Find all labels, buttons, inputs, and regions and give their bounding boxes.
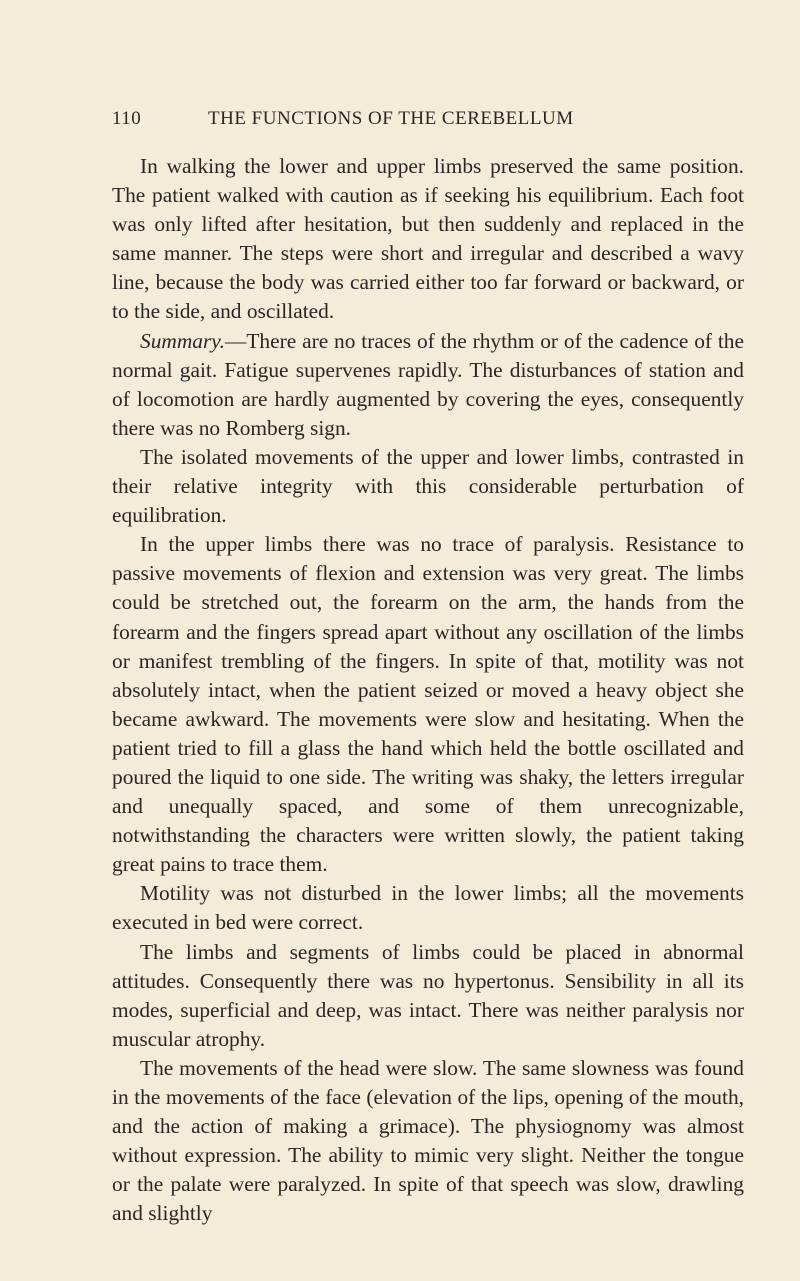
paragraph-7 bbox=[112, 1054, 744, 1229]
paragraph-5 bbox=[112, 879, 744, 937]
summary-lead: Summary. bbox=[140, 328, 225, 353]
paragraph-text: In the upper limbs there was no trace of paralysis. Resistance to passive movements of flexion and extension was very great. The limbs could be stretched out, the forearm on the arm, the hands from the forearm and the fingers spread apart without any oscillation of the limbs or manifest trembling of the fingers. In spite of that, motility was not absolutely intact, when the patient seized or moved a heavy object she became awkward. The movements were slow and hesitating. When the patient tried to fill a glass the hand which held the bottle oscillated and poured the liquid to one side. The writing was shaky, the letters irregular and unequally spaced, and some of them unrecognizable, notwithstanding the characters were written slowly, the patient taking great pains to trace them. bbox=[112, 532, 744, 877]
paragraph-text: The limbs and segments of limbs could be placed in abnormal attitudes. Consequently there was no hypertonus. Sensibility in all its modes, superficial and deep, was intact. There was neither paralysis nor muscular atrophy. bbox=[112, 939, 744, 1051]
paragraph-4 bbox=[112, 530, 744, 879]
paragraph-text: The isolated movements of the upper and lower limbs, contrasted in their relative integrity with this considerable perturbation of equilibration. bbox=[112, 444, 744, 528]
page-number: 110 bbox=[112, 108, 142, 129]
paragraph-2-summary bbox=[112, 327, 744, 443]
paragraph-text: —There are no traces of the rhythm or of the cadence of the normal gait. Fatigue supervenes rapidly. The disturbances of station and of locomotion are hardly augmented by covering the eyes, consequently there was no Romberg sign. bbox=[112, 328, 744, 440]
page-body bbox=[112, 152, 744, 1228]
paragraph-text: The movements of the head were slow. The same slowness was found in the movements of the face (elevation of the lips, opening of the mouth, and the action of making a grimace). The physiognomy was almost without expression. The ability to mimic very slight. Neither the tongue or the palate were paralyzed. In spite of that speech was slow, drawling and slightly bbox=[112, 1055, 744, 1226]
paragraph-6 bbox=[112, 938, 744, 1054]
paragraph-text: In walking the lower and upper limbs preserved the same position. The patient walked with caution as if seeking his equilibrium. Each foot was only lifted after hesitation, but then suddenly and replaced in the same manner. The steps were short and irregular and described a wavy line, because the body was carried either too far forward or backward, or to the side, and oscillated. bbox=[112, 154, 744, 324]
paragraph-text: Motility was not disturbed in the lower limbs; all the movements executed in bed were correct. bbox=[112, 881, 744, 935]
paragraph-1 bbox=[112, 152, 744, 327]
paragraph-3 bbox=[112, 443, 744, 530]
running-title: THE FUNCTIONS OF THE CEREBELLUM bbox=[208, 108, 574, 129]
